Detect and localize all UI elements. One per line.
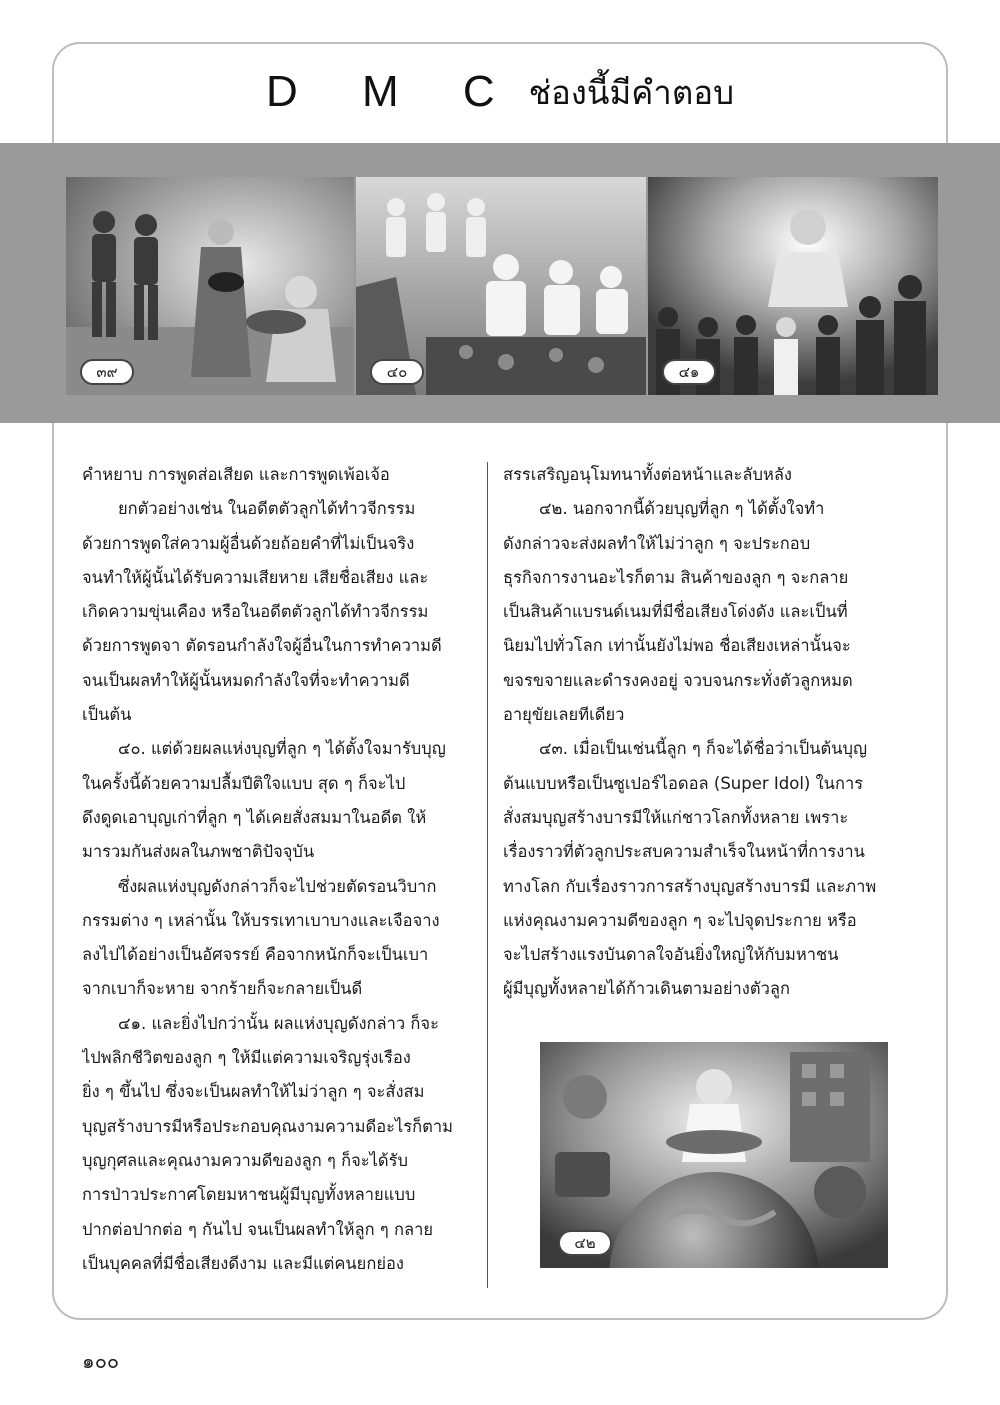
- text-line: ด้วยการพูดใส่ความผู้อื่นด้วยถ้อยคำที่ไม่เป็นจริง: [82, 533, 415, 553]
- text-line: สั่งสมบุญสร้างบารมีให้แก่ชาวโลกทั้งหลาย เพราะ: [503, 807, 849, 827]
- left-column: [82, 458, 474, 1281]
- title-latin: D M C: [265, 67, 521, 116]
- page-title: [0, 42, 1000, 142]
- text-line: ยิ่ง ๆ ขึ้นไป ซึ่งจะเป็นผลทำให้ไม่ว่าลูก ๆ จะสั่งสม: [82, 1082, 425, 1102]
- text-line: จะไปสร้างแรงบันดาลใจอันยิ่งใหญ่ให้กับมหาชน: [503, 945, 839, 965]
- text-line: การป่าวประกาศโดยมหาชนผู้มีบุญทั้งหลายแบบ: [82, 1185, 416, 1205]
- text-line: ขจรขจายและดำรงคงอยู่ จวบจนกระทั่งตัวลูกหมด: [503, 670, 853, 690]
- text-line: ๔๐. แต่ด้วยผลแห่งบุญที่ลูก ๆ ได้ตั้งใจมารับบุญ: [118, 739, 446, 759]
- text-line: ในครั้งนี้ด้วยความปลื้มปีติใจแบบ สุด ๆ ก็จะไป: [82, 773, 406, 793]
- image-number-badge: ๔๑: [662, 359, 716, 385]
- text-line: เป็นสินค้าแบรนด์เนมที่มีชื่อเสียงโด่งดัง และเป็นที่: [503, 602, 848, 622]
- text-line: แห่งคุณงามความดีของลูก ๆ จะไปจุดประกาย หรือ: [503, 910, 857, 930]
- text-line: ๔๒. นอกจากนี้ด้วยบุญที่ลูก ๆ ได้ตั้งใจทำ: [539, 499, 825, 519]
- text-line: กรรมต่าง ๆ เหล่านั้น ให้บรรเทาเบาบางและเจือจาง: [82, 910, 440, 930]
- text-line: ซึ่งผลแห่งบุญดังกล่าวก็จะไปช่วยตัดรอนวิบาก: [118, 876, 437, 896]
- illustration-crowd-praying: [648, 177, 938, 395]
- text-line: ยกตัวอย่างเช่น ในอดีตตัวลูกได้ทำวจีกรรม: [118, 499, 416, 519]
- illustration-woman-over-globe: [540, 1042, 888, 1268]
- text-line: เรื่องราวที่ตัวลูกประสบความสำเร็จในหน้าที่การงาน: [503, 842, 865, 862]
- illustration-offering-food: [356, 177, 648, 395]
- image-number-badge: ๔๒: [558, 1230, 612, 1256]
- text-line: ๔๑. และยิ่งไปกว่านั้น ผลแห่งบุญดังกล่าว ก็จะ: [118, 1013, 439, 1033]
- text-line: จนทำให้ผู้นั้นได้รับความเสียหาย เสียชื่อเสียง และ: [82, 567, 429, 587]
- right-column: [503, 458, 895, 1007]
- text-line: ธุรกิจการงานอะไรก็ตาม สินค้าของลูก ๆ จะกลาย: [503, 567, 849, 587]
- text-line: นิยมไปทั่วโลก เท่านั้นยังไม่พอ ชื่อเสียงเหล่านั้นจะ: [503, 636, 851, 656]
- title-thai: ช่องนี้มีคำตอบ: [528, 72, 735, 112]
- text-line: บุญสร้างบารมีหรือประกอบคุณงามความดีอะไรก็ตาม: [82, 1116, 453, 1136]
- text-line: จากเบาก็จะหาย จากร้ายก็จะกลายเป็นดี: [82, 979, 363, 999]
- text-line: ด้วยการพูดจา ตัดรอนกำลังใจผู้อื่นในการทำความดี: [82, 636, 442, 656]
- text-line: ลงไปได้อย่างเป็นอัศจรรย์ คือจากหนักก็จะเป็นเบา: [82, 945, 429, 965]
- text-line: ๔๓. เมื่อเป็นเช่นนี้ลูก ๆ ก็จะได้ชื่อว่าเป็นต้นบุญ: [539, 739, 868, 759]
- text-line: บุญกุศลและคุณงามความดีของลูก ๆ ก็จะได้รับ: [82, 1150, 408, 1170]
- text-line: คำหยาบ การพูดส่อเสียด และการพูดเพ้อเจ้อ: [82, 465, 390, 484]
- text-line: สรรเสริญอนุโมทนาทั้งต่อหน้าและลับหลัง: [503, 465, 792, 484]
- text-line: ปากต่อปากต่อ ๆ กันไป จนเป็นผลทำให้ลูก ๆ กลาย: [82, 1219, 434, 1239]
- text-line: ต้นแบบหรือเป็นซูเปอร์ไอดอล (Super Idol) ในการ: [503, 773, 864, 793]
- image-number-badge: ๔๐: [370, 359, 424, 385]
- text-line: ผู้มีบุญทั้งหลายได้ก้าวเดินตามอย่างตัวลูก: [503, 979, 790, 999]
- top-illustrations: [66, 177, 938, 395]
- illustration-almsgiving: [66, 177, 356, 395]
- text-line: มารวมกันส่งผลในภพชาติปัจจุบัน: [82, 842, 315, 862]
- text-line: จนเป็นผลทำให้ผู้นั้นหมดกำลังใจที่จะทำความดี: [82, 670, 410, 690]
- text-line: เป็นบุคคลที่มีชื่อเสียงดีงาม และมีแต่คนยกย่อง: [82, 1253, 404, 1273]
- text-line: เป็นต้น: [82, 705, 132, 725]
- page-number: ๑๐๐: [82, 1349, 120, 1373]
- text-line: ดึงดูดเอาบุญเก่าที่ลูก ๆ ได้เคยสั่งสมมาในอดีต ให้: [82, 807, 427, 827]
- text-line: ไปพลิกชีวิตของลูก ๆ ให้มีแต่ความเจริญรุ่งเรือง: [82, 1048, 411, 1068]
- text-line: ทางโลก กับเรื่องราวการสร้างบุญสร้างบารมี และภาพ: [503, 876, 877, 896]
- image-number-badge: ๓๙: [80, 359, 134, 385]
- column-divider: [487, 462, 488, 1288]
- text-line: ดังกล่าวจะส่งผลทำให้ไม่ว่าลูก ๆ จะประกอบ: [503, 533, 811, 553]
- text-line: เกิดความขุ่นเคือง หรือในอดีตตัวลูกได้ทำวจีกรรม: [82, 602, 429, 622]
- text-line: อายุขัยเลยทีเดียว: [503, 705, 625, 725]
